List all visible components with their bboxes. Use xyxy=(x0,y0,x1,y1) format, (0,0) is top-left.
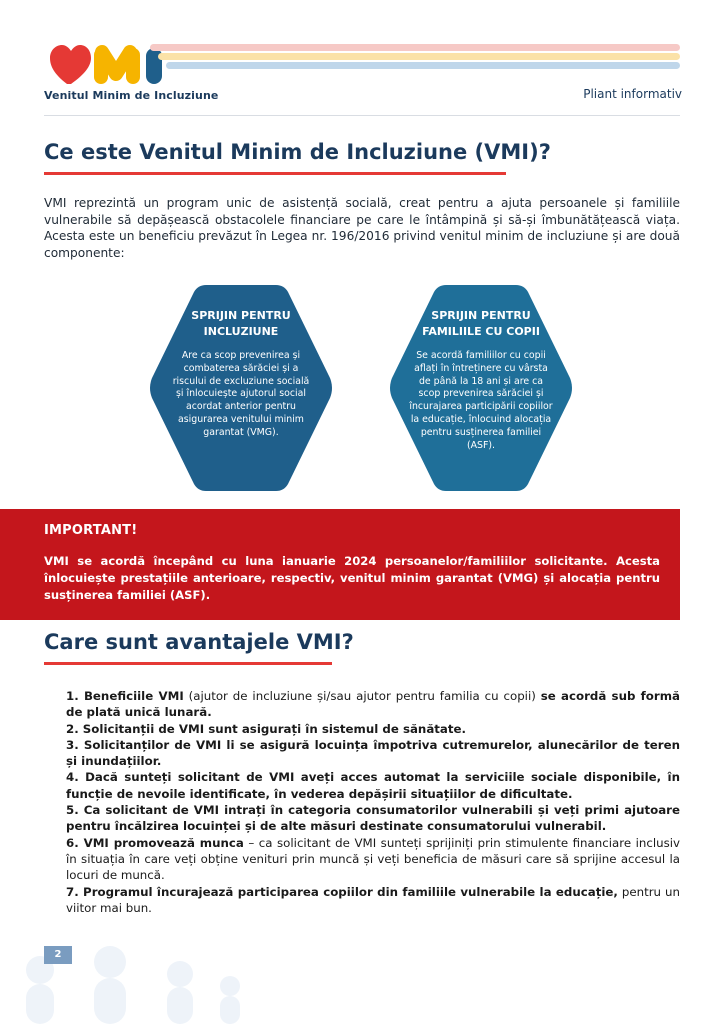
important-body: VMI se acordă începând cu luna ianuarie 2024 persoanelor/familiilor solicitante. Acesta înlocuiește prestațiile anterioare, respectiv, venitul minim garantat (VMG) și alocația pentru susținerea familiei (ASF). xyxy=(44,554,660,602)
decorative-illustration xyxy=(0,900,260,1024)
item-bold-text: 6. VMI promovează munca xyxy=(66,835,244,850)
item-bold-text: 4. Dacă sunteți solicitant de VMI aveți acces automat la serviciile sociale disponibile, în funcție de nevoile identificate, în vederea depășirii situațiilor de dificultate. xyxy=(66,770,680,801)
list-item xyxy=(66,835,680,884)
component-title-line2: INCLUZIUNE xyxy=(203,325,279,338)
section-title-advantages: Care sunt avantajele VMI? xyxy=(44,630,354,654)
item-text: – ca solicitant de VMI sunteți sprijiniți prin stimulente financiare inclusiv în situația în care veți obține venituri prin muncă și veți beneficia de măsuri care să sprijine accesul la locuri de muncă. xyxy=(66,835,680,883)
header-stripes xyxy=(150,44,680,78)
item-bold-text: 3. Solicitanților de VMI li se asigură locuința împotriva cutremurelor, alunecărilor de teren și inundațiilor. xyxy=(66,737,680,769)
component-card-families xyxy=(388,282,574,494)
list-item xyxy=(66,688,680,721)
list-item xyxy=(66,802,680,835)
section-title-what-is-vmi: Ce este Venitul Minim de Incluziune (VMI)? xyxy=(44,140,551,164)
list-item xyxy=(66,737,680,770)
important-title: IMPORTANT! xyxy=(44,523,138,538)
item-text: (ajutor de incluziune și/sau ajutor pentru familia cu copii) xyxy=(183,689,541,703)
advantages-list xyxy=(66,688,680,916)
component-description: Are ca scop prevenirea și combaterea sărăciei și a riscului de excluziune socială și înlocuiește ajutorul social acordat anterior pentru asigurarea venitului minim garantat (VMG). xyxy=(172,350,310,438)
item-bold-text: 5. Ca solicitant de VMI intrați în categoria consumatorilor vulnerabili și veți primi ajutoare pentru încălzirea locuinței și de alte măsuri destinate consumatorului vulnerabil. xyxy=(66,803,680,834)
page-number-badge: 2 xyxy=(44,946,72,964)
list-item xyxy=(66,721,680,737)
logo-text: Venitul Minim de Incluziune xyxy=(44,89,219,102)
header-divider xyxy=(44,115,680,116)
component-card-inclusion xyxy=(148,282,334,494)
title-underline xyxy=(44,662,332,665)
item-bold-text: 7. Programul încurajează participarea copiilor din familiile vulnerabile la educație, xyxy=(66,884,618,899)
item-bold-text: se acordă sub formă de plată unică lunară. xyxy=(66,689,680,720)
item-text: pentru un viitor mai bun. xyxy=(66,884,680,915)
item-bold-text: 1. Beneficiile VMI xyxy=(66,689,184,703)
title-underline xyxy=(44,172,506,175)
component-title-line2: FAMILIILE CU COPII xyxy=(422,325,540,338)
intro-paragraph: VMI reprezintă un program unic de asistență socială, creat pentru a ajuta persoanele și familiile vulnerabile să depășească obstacolele financiare pe care le întâmpină și să-și îmbunătățească viața. Acesta este un beneficiu prevăzut în Legea nr. 196/2016 privind venitul minim de incluziune și are două componente: xyxy=(44,196,680,260)
component-title-line1: SPRIJIN PENTRU xyxy=(431,309,531,322)
item-bold-text: 2. Solicitanții de VMI sunt asigurați în sistemul de sănătate. xyxy=(66,721,467,736)
component-description: Se acordă familiilor cu copii aflați în întreținere cu vârsta de până la 18 ani și are ca scop prevenirea sărăciei și încurajarea participării copiilor la educație, înlocuind alocația pentru susținerea familiei (ASF). xyxy=(409,350,553,451)
component-title-line1: SPRIJIN PENTRU xyxy=(191,309,291,322)
document-type-label: Pliant informativ xyxy=(583,87,682,101)
important-banner xyxy=(0,509,680,620)
list-item xyxy=(66,769,680,802)
